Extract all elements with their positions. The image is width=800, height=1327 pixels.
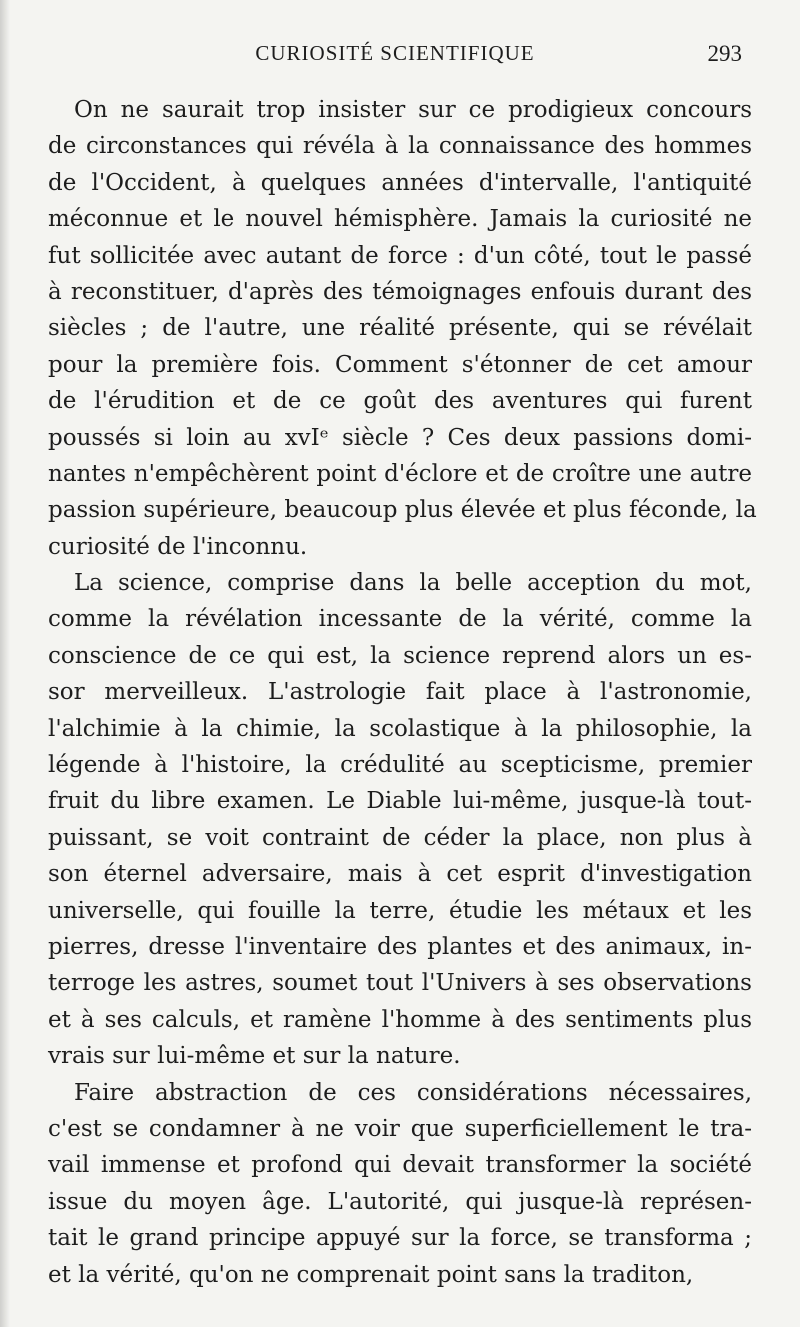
text-line: siècles ; de l'autre, une réalité présente, qui se révélait — [48, 315, 752, 342]
running-title: CURIOSITÉ SCIENTIFIQUE — [255, 41, 535, 65]
page-header — [48, 41, 742, 71]
text-line: son éternel adversaire, mais à cet esprit d'investigation — [48, 861, 752, 888]
text-line: On ne saurait trop insister sur ce prodigieux concours — [74, 97, 752, 123]
page-number: 293 — [707, 41, 742, 66]
text-line: curiosité de l'inconnu. — [48, 533, 308, 560]
text-line: de circonstances qui révéla à la connaissance des hommes — [48, 133, 752, 160]
text-line: et à ses calculs, et ramène l'homme à des sentiments plus — [48, 1006, 752, 1033]
text-line: pour la première fois. Comment s'étonner de cet amour — [48, 351, 752, 378]
text-line: fruit du libre examen. Le Diable lui-même, jusque-là tout- — [48, 788, 752, 815]
text-line: poussés si loin au xvIᵉ siècle ? Ces deux passions domi- — [48, 424, 752, 451]
paragraph — [48, 565, 752, 1074]
text-line: méconnue et le nouvel hémisphère. Jamais la curiosité ne — [48, 206, 752, 233]
text-line: c'est se condamner à ne voir que superficiellement le tra- — [48, 1115, 752, 1142]
text-line: fut sollicitée avec autant de force : d'un côté, tout le passé — [48, 242, 752, 269]
text-line: l'alchimie à la chimie, la scolastique à la philosophie, la — [48, 715, 752, 742]
text-line: nantes n'empêchèrent point d'éclore et de croître une autre — [48, 460, 752, 487]
text-line: et la vérité, qu'on ne comprenait point sans la traditon, — [48, 1261, 694, 1288]
text-line: légende à l'histoire, la crédulité au scepticisme, premier — [48, 752, 752, 779]
paragraph — [48, 1075, 752, 1293]
text-line: issue du moyen âge. L'autorité, qui jusque-là représen- — [48, 1188, 752, 1215]
body-text — [48, 92, 757, 1293]
text-line: comme la révélation incessante de la vérité, comme la — [48, 606, 752, 633]
text-line: tait le grand principe appuyé sur la force, se transforma ; — [48, 1225, 752, 1252]
text-line: universelle, qui fouille la terre, étudie les métaux et les — [48, 897, 752, 924]
text-line: passion supérieure, beaucoup plus élevée et plus féconde, la — [48, 497, 757, 524]
text-line: de l'érudition et de ce goût des aventures qui furent — [48, 388, 752, 415]
text-line: vail immense et profond qui devait transformer la société — [48, 1152, 752, 1179]
text-line: à reconstituer, d'après des témoignages enfouis durant des — [48, 278, 752, 305]
text-line: La science, comprise dans la belle acception du mot, — [74, 570, 752, 597]
text-line: Faire abstraction de ces considérations nécessaires, — [74, 1079, 752, 1106]
paragraph — [48, 92, 757, 565]
text-line: terroge les astres, soumet tout l'Univers à ses observations — [48, 970, 752, 997]
text-line: sor merveilleux. L'astrologie fait place à l'astronomie, — [48, 679, 752, 706]
text-line: de l'Occident, à quelques années d'intervalle, l'antiquité — [48, 169, 752, 196]
text-line: puissant, se voit contraint de céder la place, non plus à — [48, 824, 752, 851]
text-line: pierres, dresse l'inventaire des plantes et des animaux, in- — [48, 933, 752, 960]
text-line: conscience de ce qui est, la science reprend alors un es- — [48, 642, 752, 669]
text-line: vrais sur lui-même et sur la nature. — [48, 1043, 461, 1070]
